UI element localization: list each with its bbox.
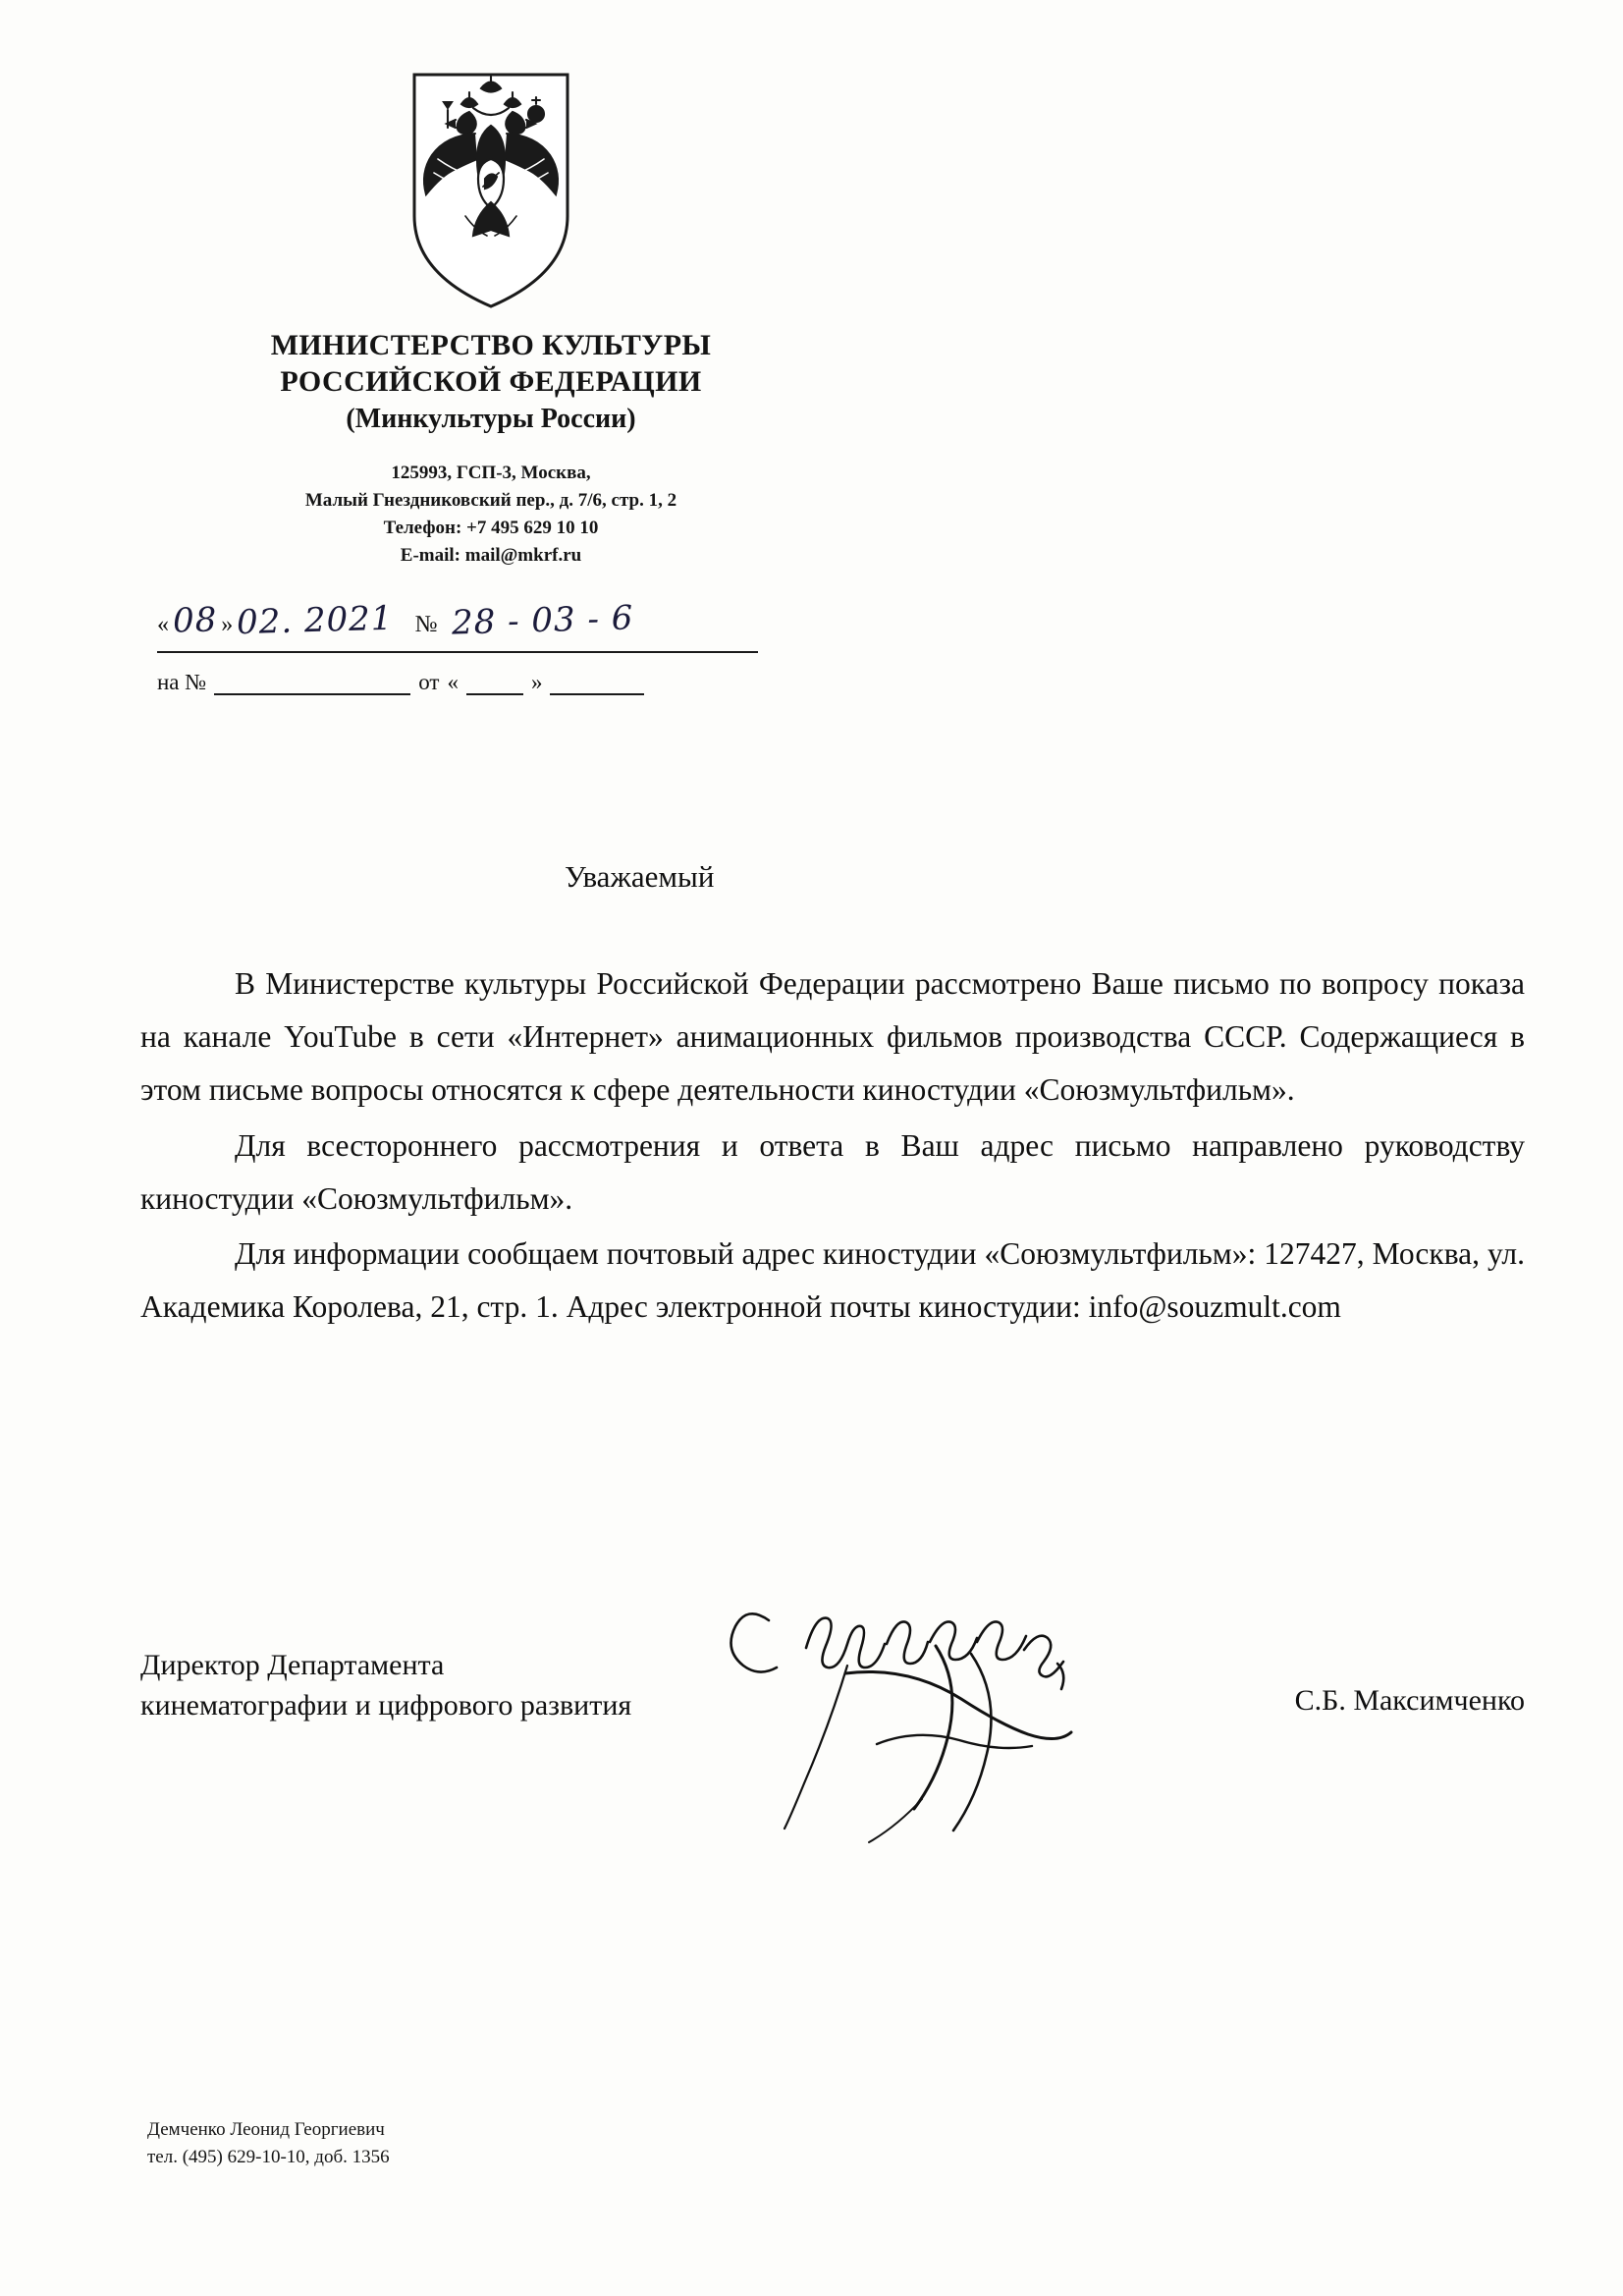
reply-quote-open: «: [447, 670, 459, 694]
address-line-1: 125993, ГСП-3, Москва,: [391, 462, 591, 483]
reply-reference-line: [157, 670, 766, 695]
letterhead: [0, 69, 982, 570]
outgoing-number-handwritten: 28 - 03 - 6: [451, 598, 634, 643]
reply-ref-label: на №: [157, 670, 207, 694]
date-quote-open: «: [157, 612, 169, 637]
ministry-name-line1: МИНИСТЕРСТВО КУЛЬТУРЫ: [270, 329, 712, 361]
body-paragraph-3: Для информации сообщаем почтовый адрес киностудии «Союзмультфильм»: 127427, Москва, ул. Академика Королева, 21, стр. 1. Адрес электронной почты киностудии: info@souzmult.com: [140, 1235, 1525, 1325]
date-quote-close: »: [221, 612, 234, 637]
signatory-position-line2: кинематографии и цифрового развития: [140, 1689, 632, 1722]
letter-body: [140, 957, 1525, 1336]
reply-month-blank: [550, 674, 644, 695]
signature-block: [140, 1645, 1525, 1763]
email-line: E-mail: mail@mkrf.ru: [400, 544, 582, 566]
date-month-year-handwritten: 02. 2021: [236, 598, 395, 643]
letterhead-contacts: [0, 460, 982, 570]
date-day-handwritten: 08: [172, 600, 218, 641]
coat-of-arms-emblem: [395, 69, 587, 314]
document-footer: [147, 2116, 390, 2170]
footer-contact-phone: тел. (495) 629-10-10, доб. 1356: [147, 2146, 390, 2167]
footer-contact-person: Демченко Леонид Георгиевич: [147, 2119, 385, 2140]
signatory-position: [140, 1645, 631, 1726]
reply-day-blank: [466, 674, 523, 695]
signatory-position-line1: Директор Департамента: [140, 1649, 445, 1681]
ministry-name-line2: РОССИЙСКОЙ ФЕДЕРАЦИИ: [280, 364, 702, 398]
salutation: Уважаемый: [565, 859, 715, 894]
signatory-name: С.Б. Максимченко: [1294, 1684, 1525, 1717]
handwritten-signature: [730, 1571, 1358, 1866]
body-paragraph-1: В Министерстве культуры Российской Федерации рассмотрено Ваше письмо по вопросу показа на канале YouTube в сети «Интернет» анимационных фильмов производства СССР. Содержащиеся в этом письме вопросы относятся к сфере деятельности киностудии «Союзмультфильм».: [140, 966, 1525, 1108]
reply-ref-blank: [214, 674, 410, 695]
address-line-2: Малый Гнездниковский пер., д. 7/6, стр. 1, 2: [304, 489, 677, 511]
ministry-short-name: (Минкультуры России): [346, 404, 636, 435]
ministry-name: [0, 328, 982, 400]
body-paragraph-2: Для всестороннего рассмотрения и ответа в Ваш адрес письмо направлено руководству киностудии «Союзмультфильм».: [140, 1127, 1525, 1216]
reply-date-label: от: [418, 670, 440, 694]
reply-quote-close: »: [530, 670, 543, 694]
number-label: №: [414, 612, 438, 637]
registration-underline: [157, 651, 758, 653]
phone-line: Телефон: +7 495 629 10 10: [383, 517, 599, 538]
